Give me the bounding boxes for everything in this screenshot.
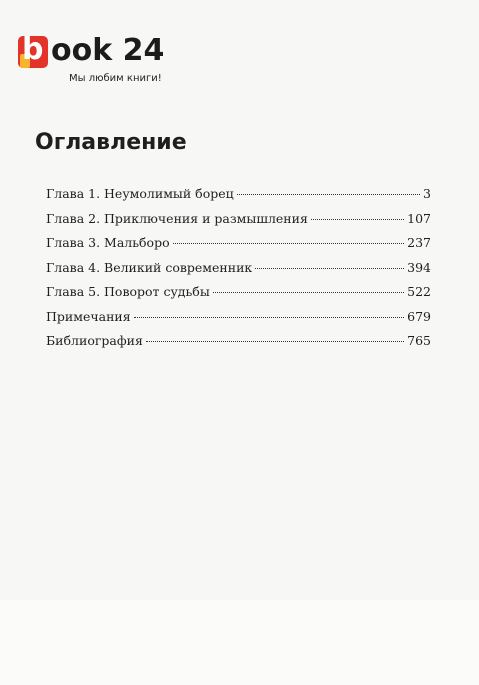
toc-leader-dots [146,341,404,342]
toc-entry-page: 107 [407,210,431,226]
table-of-contents [46,186,431,358]
toc-leader-dots [173,243,405,244]
toc-entry[interactable] [46,284,431,309]
toc-entry-label: Глава 5. Поворот судьбы [46,284,210,299]
toc-entry-label: Глава 2. Приключения и размышления [46,210,308,226]
toc-leader-dots [255,268,404,269]
toc-leader-dots [311,219,404,220]
toc-entry[interactable] [46,235,431,260]
toc-entry-label: Глава 1. Неумолимый борец [46,186,234,201]
page-bottom-margin [0,600,479,685]
logo-wordmark: ook 24 [51,33,165,68]
toc-entry[interactable] [46,333,431,358]
toc-entry-page: 394 [407,259,431,275]
book24-logo[interactable] [18,32,188,86]
toc-leader-dots [213,292,404,293]
toc-entry-label: Библиография [46,333,143,348]
toc-entry[interactable] [46,186,431,211]
toc-entry[interactable] [46,309,431,334]
toc-entry-page: 3 [423,186,431,201]
toc-entry-page: 522 [407,284,431,299]
toc-entry-page: 765 [407,333,431,348]
toc-leader-dots [237,194,420,195]
toc-entry-label: Глава 3. Мальборо [46,235,170,250]
logo-letter: b [22,32,44,67]
toc-leader-dots [134,317,405,318]
logo-badge [18,32,48,68]
logo-tagline: Мы любим книги! [69,73,162,84]
toc-entry-page: 237 [407,235,431,250]
toc-entry-page: 679 [407,308,431,324]
toc-entry-label: Примечания [46,308,131,324]
toc-entry-label: Глава 4. Великий современник [46,259,253,275]
toc-entry[interactable] [46,260,431,285]
toc-entry[interactable] [46,211,431,236]
toc-title: Оглавление [35,130,187,155]
